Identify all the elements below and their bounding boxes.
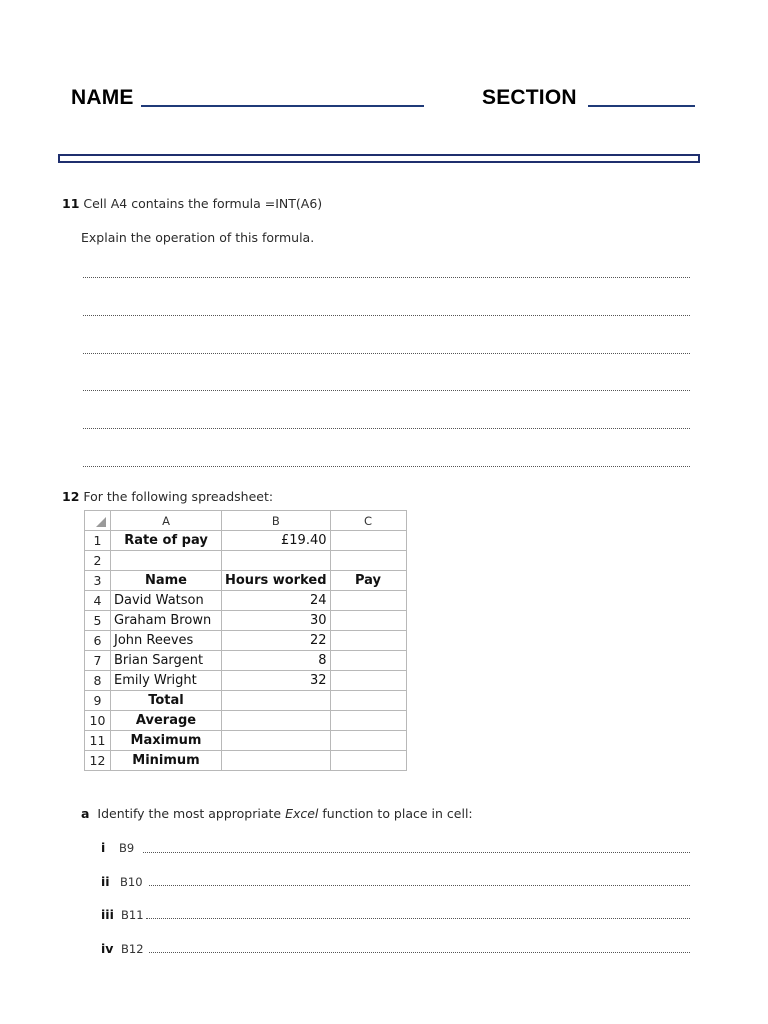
part-a (81, 806, 473, 821)
row-number[interactable]: 7 (85, 651, 111, 671)
cell-a7[interactable]: Brian Sargent (111, 651, 222, 671)
answer-line[interactable] (83, 315, 690, 316)
cell-c5[interactable] (330, 611, 406, 631)
cell-a4[interactable]: David Watson (111, 591, 222, 611)
part-a-item-cell: B12 (121, 942, 144, 956)
column-header-a[interactable]: A (111, 511, 222, 531)
select-all-corner[interactable] (85, 511, 111, 531)
cell-b5[interactable]: 30 (222, 611, 331, 631)
sheet-row (85, 571, 407, 591)
cell-b1[interactable]: £19.40 (222, 531, 331, 551)
cell-b6[interactable]: 22 (222, 631, 331, 651)
cell-a2[interactable] (111, 551, 222, 571)
cell-c8[interactable] (330, 671, 406, 691)
question-12-text: For the following spreadsheet: (83, 489, 274, 504)
cell-a8[interactable]: Emily Wright (111, 671, 222, 691)
cell-b11[interactable] (222, 731, 331, 751)
part-a-text-before: Identify the most appropriate (97, 806, 286, 821)
row-number[interactable]: 4 (85, 591, 111, 611)
sheet-row (85, 671, 407, 691)
sheet-row (85, 751, 407, 771)
header-divider (58, 154, 700, 163)
part-a-item-cell: B9 (119, 841, 135, 855)
answer-line[interactable] (83, 428, 690, 429)
row-number[interactable]: 11 (85, 731, 111, 751)
cell-a6[interactable]: John Reeves (111, 631, 222, 651)
cell-b8[interactable]: 32 (222, 671, 331, 691)
question-11-text: Cell A4 contains the formula =INT(A6) (83, 196, 323, 211)
column-header-c[interactable]: C (330, 511, 406, 531)
cell-b3[interactable]: Hours worked (222, 571, 331, 591)
cell-c11[interactable] (330, 731, 406, 751)
row-number[interactable]: 9 (85, 691, 111, 711)
sheet-row (85, 651, 407, 671)
cell-a1[interactable]: Rate of pay (111, 531, 222, 551)
cell-c10[interactable] (330, 711, 406, 731)
part-a-item-number: i (101, 840, 106, 855)
sheet-row (85, 711, 407, 731)
sheet-row (85, 591, 407, 611)
name-label: NAME (71, 86, 134, 109)
question-12 (62, 489, 273, 504)
answer-line[interactable] (143, 852, 690, 853)
select-all-icon (96, 517, 106, 527)
sheet-row (85, 531, 407, 551)
row-number[interactable]: 6 (85, 631, 111, 651)
question-12-number: 12 (62, 489, 80, 504)
answer-line[interactable] (149, 952, 690, 953)
sheet-row (85, 731, 407, 751)
cell-a9[interactable]: Total (111, 691, 222, 711)
cell-c2[interactable] (330, 551, 406, 571)
cell-a3[interactable]: Name (111, 571, 222, 591)
part-a-item-cell: B11 (121, 908, 144, 922)
question-11-number: 11 (62, 196, 80, 211)
column-header-row (85, 511, 407, 531)
part-a-item-number: iv (101, 941, 114, 956)
sheet-row (85, 551, 407, 571)
part-a-item-cell: B10 (120, 875, 143, 889)
cell-c4[interactable] (330, 591, 406, 611)
cell-c12[interactable] (330, 751, 406, 771)
cell-b12[interactable] (222, 751, 331, 771)
cell-b4[interactable]: 24 (222, 591, 331, 611)
question-11 (62, 196, 322, 211)
part-a-item-number: ii (101, 874, 110, 889)
cell-c7[interactable] (330, 651, 406, 671)
cell-b2[interactable] (222, 551, 331, 571)
cell-b10[interactable] (222, 711, 331, 731)
cell-c1[interactable] (330, 531, 406, 551)
question-11-prompt: Explain the operation of this formula. (81, 230, 315, 245)
answer-line[interactable] (83, 277, 690, 278)
name-field-line[interactable] (141, 105, 424, 107)
part-a-text-italic: Excel (285, 806, 319, 821)
section-label: SECTION (482, 86, 577, 109)
row-number[interactable]: 10 (85, 711, 111, 731)
cell-a11[interactable]: Maximum (111, 731, 222, 751)
spreadsheet-table (84, 510, 407, 771)
column-header-b[interactable]: B (222, 511, 331, 531)
cell-c9[interactable] (330, 691, 406, 711)
sheet-row (85, 691, 407, 711)
row-number[interactable]: 8 (85, 671, 111, 691)
cell-a12[interactable]: Minimum (111, 751, 222, 771)
row-number[interactable]: 12 (85, 751, 111, 771)
cell-a10[interactable]: Average (111, 711, 222, 731)
section-field-line[interactable] (588, 105, 695, 107)
cell-a5[interactable]: Graham Brown (111, 611, 222, 631)
row-number[interactable]: 1 (85, 531, 111, 551)
answer-line[interactable] (83, 390, 690, 391)
answer-line[interactable] (83, 466, 690, 467)
answer-line[interactable] (149, 885, 690, 886)
answer-line[interactable] (146, 918, 690, 919)
cell-b9[interactable] (222, 691, 331, 711)
cell-c6[interactable] (330, 631, 406, 651)
row-number[interactable]: 5 (85, 611, 111, 631)
row-number[interactable]: 3 (85, 571, 111, 591)
answer-line[interactable] (83, 353, 690, 354)
cell-b7[interactable]: 8 (222, 651, 331, 671)
row-number[interactable]: 2 (85, 551, 111, 571)
part-a-text-after: function to place in cell: (318, 806, 473, 821)
part-a-item-number: iii (101, 907, 114, 922)
part-a-letter: a (81, 806, 90, 821)
sheet-row (85, 631, 407, 651)
sheet-row (85, 611, 407, 631)
cell-c3[interactable]: Pay (330, 571, 406, 591)
